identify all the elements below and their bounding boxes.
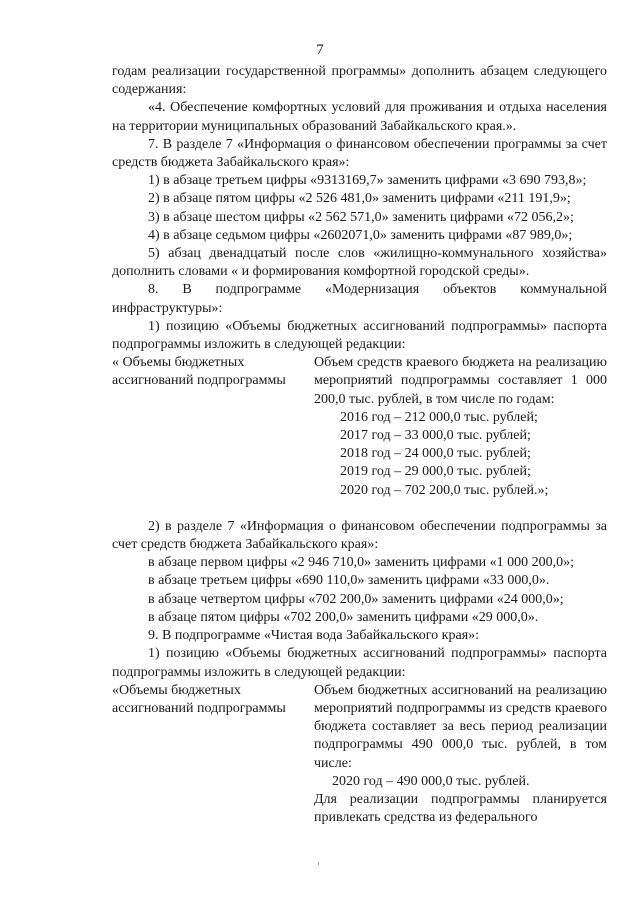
table-left-text: «Объемы бюджетных ассигнований подпрограммы xyxy=(112,682,286,716)
table-right-text: Объем средств краевого бюджета на реализацию мероприятий подпрограммы составляет 1 000 200,0 тыс. рублей, в том числе по годам: xyxy=(314,355,607,407)
year-line: 2017 год – 33 000,0 тыс. рублей; xyxy=(340,428,531,444)
paragraph: годам реализации государственной программы» дополнить абзацем следующего содержания: xyxy=(112,64,607,98)
paragraph: 1) позицию «Объемы бюджетных ассигнований подпрограммы» паспорта подпрограммы изложить в следующей редакции: xyxy=(112,318,607,353)
year-line: 2018 год – 24 000,0 тыс. рублей; xyxy=(340,446,531,462)
table-right-cell xyxy=(314,354,607,500)
paragraph: 9. В подпрограмме «Чистая вода Забайкальского края»: xyxy=(148,628,480,644)
paragraph: в абзаце третьем цифры «690 110,0» заменить цифрами «33 000,0». xyxy=(148,573,550,589)
table-right-text-2: Для реализации подпрограммы планируется привлекать средства из федерального xyxy=(314,791,607,826)
years-list xyxy=(314,409,607,500)
scan-mark xyxy=(318,862,319,865)
paragraph: 1) позицию «Объемы бюджетных ассигнований подпрограммы» паспорта подпрограммы изложить в следующей редакции: xyxy=(112,646,607,680)
paragraph: 8. В подпрограмме «Модернизация объектов коммунальной инфраструктуры»: xyxy=(112,282,607,316)
passport-table-1 xyxy=(112,354,607,500)
paragraph: 4) в абзаце седьмом цифры «2602071,0» заменить цифрами «87 989,0»; xyxy=(148,227,573,243)
paragraph: 5) абзац двенадцатый после слов «жилищно-коммунального хозяйства» дополнить словами « и формирования комфортной городской среды». xyxy=(112,246,607,280)
year-line: 2019 год – 29 000,0 тыс. рублей; xyxy=(340,464,531,480)
table-right-text: Объем бюджетных ассигнований на реализацию мероприятий подпрограммы из средств краевого бюджета составляет за весь период реализации подпрограммы 490 000,0 тыс. рублей, в том числе: xyxy=(314,682,607,771)
paragraph: 7. В разделе 7 «Информация о финансовом обеспечении программы за счет средств бюджета Забайкальского края»: xyxy=(112,136,607,171)
paragraph: в абзаце первом цифры «2 946 710,0» заменить цифрами «1 000 200,0»; xyxy=(148,555,574,571)
paragraph: 2) в абзаце пятом цифры «2 526 481,0» заменить цифрами «211 191,9»; xyxy=(148,191,571,207)
passport-table-2 xyxy=(112,682,607,828)
table-left-text: « Объемы бюджетных ассигнований подпрограммы xyxy=(112,355,286,389)
year-line: 2020 год – 702 200,0 тыс. рублей.»; xyxy=(340,482,549,498)
paragraph: 2) в разделе 7 «Информация о финансовом обеспечении подпрограммы за счет средств бюджета Забайкальского края»: xyxy=(112,518,607,553)
paragraph: «4. Обеспечение комфортных условий для проживания и отдыха населения на территории муниципальных образований Забайкальского края.». xyxy=(112,100,607,134)
page-number: 7 xyxy=(316,42,324,58)
paragraph: в абзаце четвертом цифры «702 200,0» заменить цифрами «24 000,0»; xyxy=(148,591,564,607)
paragraph: 3) в абзаце шестом цифры «2 562 571,0» заменить цифрами «72 056,2»; xyxy=(148,209,574,225)
table-left-cell xyxy=(112,354,314,500)
paragraph: в абзаце пятом цифры «702 200,0» заменить цифрами «29 000,0». xyxy=(148,609,539,625)
year-line: 2020 год – 490 000,0 тыс. рублей. xyxy=(332,773,530,789)
document-body xyxy=(112,63,607,827)
paragraph: 1) в абзаце третьем цифры «9313169,7» заменить цифрами «3 690 793,8»; xyxy=(148,173,587,189)
table-right-cell xyxy=(314,682,607,828)
year-line: 2016 год – 212 000,0 тыс. рублей; xyxy=(340,409,538,425)
table-left-cell xyxy=(112,682,314,828)
